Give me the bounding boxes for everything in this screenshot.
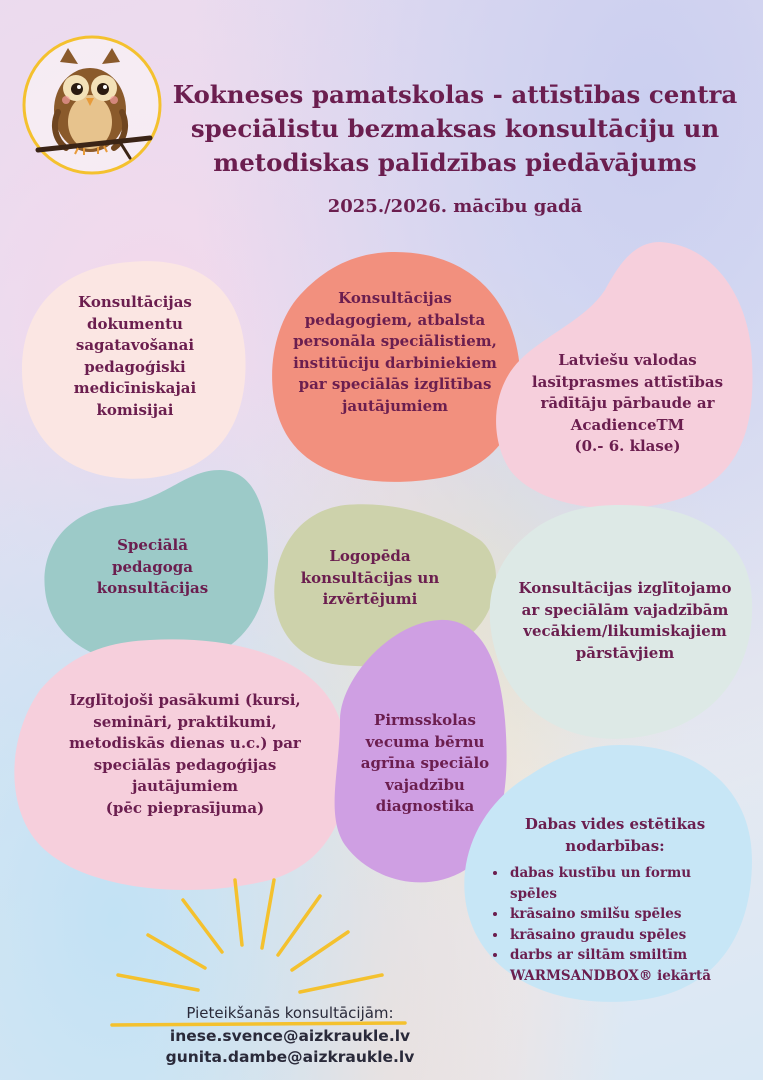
list-item: • krāsaino graudu spēles <box>508 925 740 946</box>
service-medical-commission: Konsultācijas dokumentu sagatavošanai pedagoģiski medicīniskajai komisijai <box>73 293 197 419</box>
service-parents-consult: Konsultācijas izglītojamo ar speciālām vajadzībām vecākiem/likumiskajiem pārstāvjiem <box>518 579 732 662</box>
service-latvian-reading: Latviešu valodas lasītprasmes attīstības rādītāju pārbaude ar AcadienceTM (0.- 6. klase) <box>531 351 724 455</box>
list-item: • dabas kustību un formu spēles <box>508 863 740 904</box>
contact-email-2[interactable]: gunita.dambe@aizkraukle.lv <box>165 1048 415 1066</box>
list-item: • krāsaino smilšu spēles <box>508 904 740 925</box>
service-nature-activities: Dabas vides estētikas nodarbības: • dabas kustību un formu spēles • krāsaino smilšu spēles • krāsaino graudu spēles • darbs ar siltām smiltīm WARMSANDBOX® iekārtā <box>490 814 740 986</box>
owl-logo-icon <box>24 37 160 173</box>
list-item: • darbs ar siltām smiltīm WARMSANDBOX® iekārtā <box>508 945 740 986</box>
contact-label: Pieteikšanās konsultācijām: <box>186 1004 394 1022</box>
service-preschool-diagnostics: Pirmsskolas vecuma bērnu agrīna speciālo vajadzību diagnostika <box>360 711 490 815</box>
school-year: 2025./2026. mācību gadā <box>327 196 583 217</box>
nature-activities-list <box>490 863 740 986</box>
service-speech-therapist: Logopēda konsultācijas un izvērtējumi <box>300 547 440 608</box>
service-educational-events: Izglītojoši pasākumi (kursi, semināri, praktikumi, metodiskās dienas u.c.) par speciālās pedagoģijas jautājumiem (pēc pieprasījuma) <box>69 691 301 817</box>
contact-email-1[interactable]: inese.svence@aizkraukle.lv <box>169 1027 411 1045</box>
page-title: Kokneses pamatskolas - attīstības centra speciālistu bezmaksas konsultāciju un metodiskas palīdzības piedāvājums <box>172 80 738 177</box>
service-special-pedagogue: Speciālā pedagoga konsultācijas <box>96 536 209 597</box>
service-teachers-consult: Konsultācijas pedagogiem, atbalsta personāla speciālistiem, institūciju darbiniekiem par speciālās izglītības jautājumiem <box>293 289 497 415</box>
